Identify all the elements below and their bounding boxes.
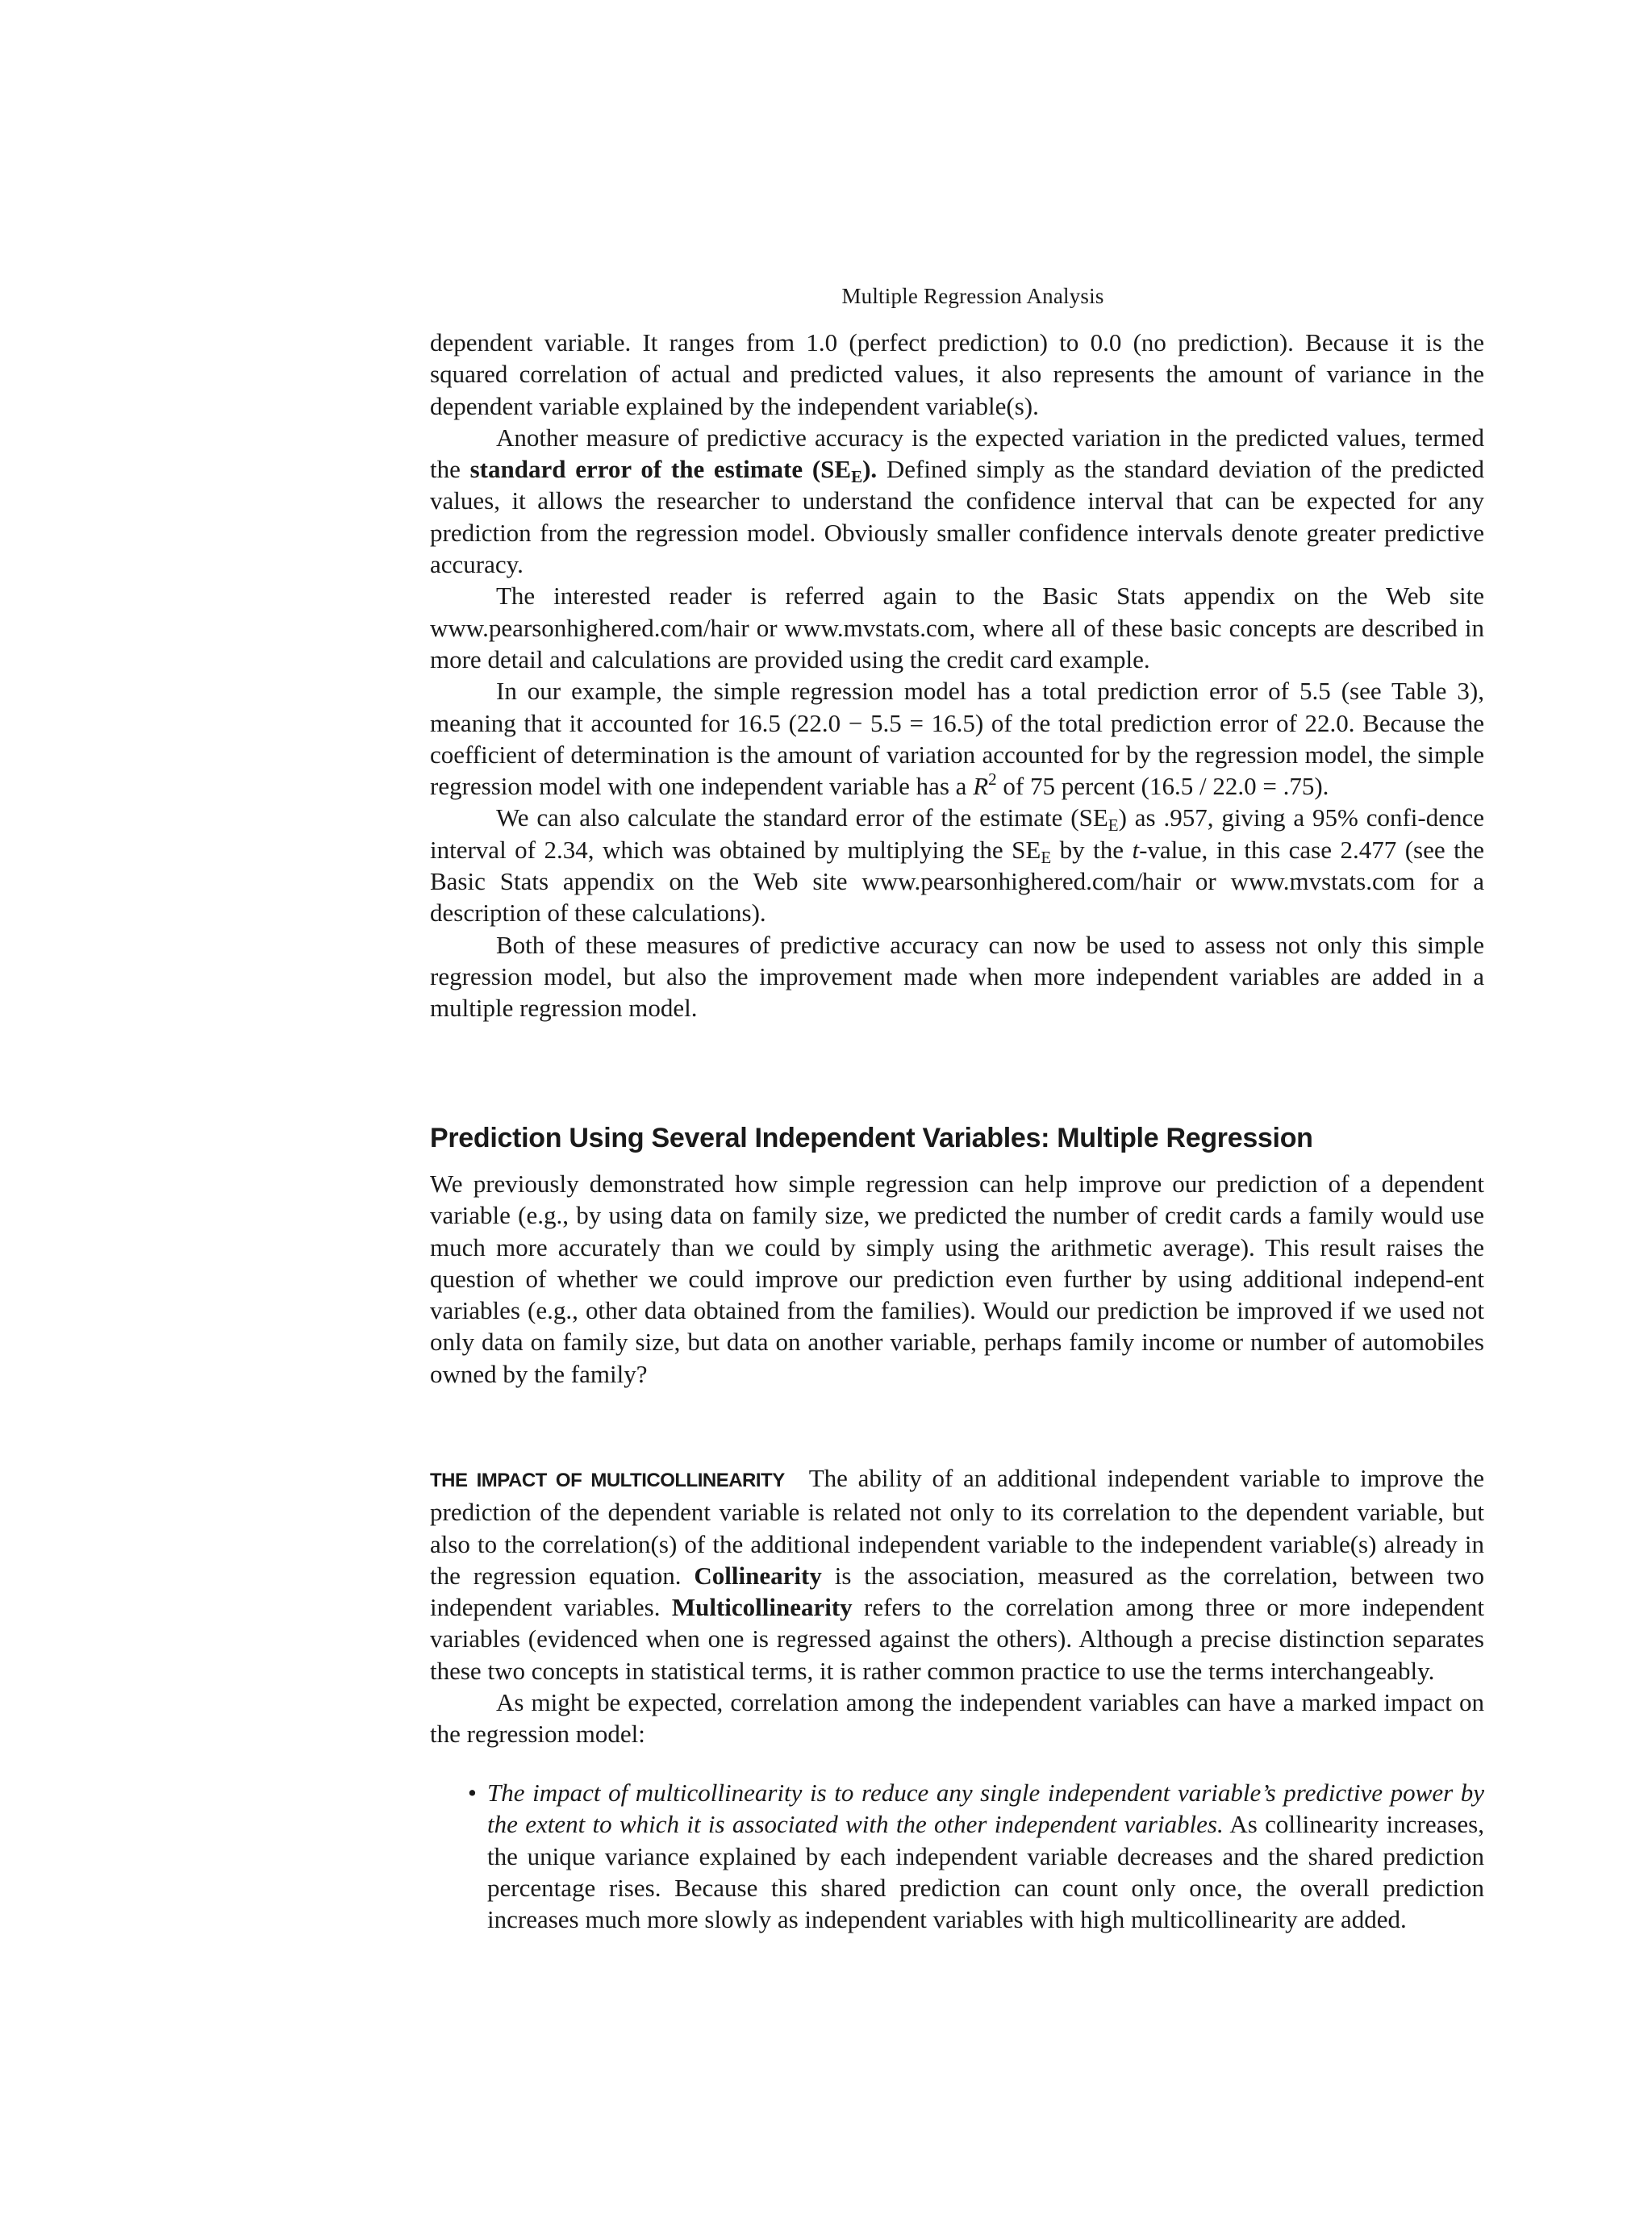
t-symbol: t	[1132, 835, 1140, 864]
text-run: We can also calculate the standard error of the estimate (SE	[496, 803, 1108, 832]
text-run: is the association, measured as the correlation, between two independent variables.	[430, 1561, 1484, 1622]
text-run: refers to the correlation among three or more independent variables (evidenced when one is regressed against the others). Although a precise distinction separates these two concepts in statistical terms, it is rather common practice to use the terms interchangeably.	[430, 1593, 1484, 1685]
subscript: E	[1041, 847, 1052, 867]
subsection-body	[430, 1462, 1484, 1750]
section-heading: Prediction Using Several Independent Variables: Multiple Regression	[430, 1123, 1313, 1153]
paragraph-both-measures: Both of these measures of predictive accuracy can now be used to assess not only this simple regression model, but also the improvement made when more independent variables are added in a multiple regression model.	[430, 930, 1484, 1023]
text-run: ) as .957, giving a 95% confi-dence interval of 2.34, which was obtained by multiplying the SE	[430, 803, 1484, 864]
text-run: In our example, the simple regression model has a total prediction error of 5.5 (see Table 3), meaning that it accounted for 16.5 (22.0 − 5.5 = 16.5) of the total prediction error of 22.0. Because the coefficient of determination is the amount of variation accounted for by the regression model, the simple regression model with one independent variable has a	[430, 677, 1484, 801]
term-text: standard error of the estimate (SE	[469, 455, 852, 484]
text-run: The ability of an additional independent variable to improve the prediction of the dependent variable is related not only to its correlation to the dependent variable, but also to the correlation(s) of the additional independent variable to the independent variable(s) already in the regression equation.	[430, 1464, 1484, 1590]
paragraph-web-reference: The interested reader is referred again to the Basic Stats appendix on the Web site www.pearsonhighered.com/hair or www.mvstats.com, where all of these basic concepts are described in more detail and calculations are provided using the credit card example.	[430, 582, 1484, 673]
term-close: ).	[862, 455, 878, 484]
list-item	[430, 1777, 1484, 1935]
bullet-list-container	[430, 1777, 1484, 1935]
runin-heading: THE IMPACT OF MULTICOLLINEARITY	[430, 1470, 785, 1491]
running-head: Multiple Regression Analysis	[841, 284, 1104, 308]
term-collinearity: Collinearity	[694, 1561, 822, 1590]
paragraph-standard-error	[430, 422, 1484, 580]
section-body	[430, 1168, 1484, 1390]
r-squared-symbol: R	[973, 772, 989, 801]
bullet-italic-lead: The impact of multicollinearity is to reduce any single independent variable’s predictive power by the extent to which it is associated with the other independent variables.	[487, 1778, 1484, 1839]
subscript: E	[1108, 815, 1119, 836]
bullet-icon: •	[468, 1778, 477, 1807]
paragraph-multicollinearity	[430, 1462, 1484, 1687]
bullet-list	[430, 1777, 1484, 1935]
body-text-top	[430, 327, 1484, 1024]
paragraph-continued: dependent variable. It ranges from 1.0 (perfect prediction) to 0.0 (no prediction). Because it is the squared correlation of actual and predicted values, it also represents the amount of variance in the dependent variable explained by the independent variable(s).	[430, 328, 1484, 420]
text-run: Another measure of predictive accuracy is the expected variation in the predicted values, termed the	[430, 423, 1484, 484]
bullet-text: As collinearity increases, the unique variance explained by each independent variable decreases and the shared prediction percentage rises. Because this shared prediction can count only once, the overall prediction increases much more slowly as independent variables with high multicollinearity are added.	[487, 1810, 1484, 1934]
term-multicollinearity: Multicollinearity	[671, 1593, 853, 1622]
term-standard-error	[469, 455, 878, 487]
paragraph-standard-error-calc	[430, 802, 1484, 928]
text-run: of 75 percent (16.5 / 22.0 = .75).	[996, 772, 1329, 801]
superscript: 2	[988, 769, 997, 790]
paragraph-section-intro: We previously demonstrated how simple regression can help improve our prediction of a dependent variable (e.g., by using data on family size, we predicted the number of credit cards a family would use much more accurately than we could by simply using the arithmetic average). This result raises the question of whether we could improve our prediction even further by using additional independ-ent variables (e.g., other data obtained from the families). Would our prediction be improved if we used not only data on family size, but data on another variable, perhaps family income or number of automobiles owned by the family?	[430, 1170, 1484, 1388]
paragraph-expected-impact: As might be expected, correlation among the independent variables can have a marked impact on the regression model:	[430, 1688, 1484, 1749]
text-run: Defined simply as the standard deviation of the predicted values, it allows the researcher to understand the confidence interval that can be expected for any prediction from the regression model. Obviously smaller confidence intervals denote greater predictive accuracy.	[430, 455, 1484, 579]
text-run: by the	[1051, 835, 1133, 864]
paragraph-example	[430, 675, 1484, 802]
text-run: -value, in this case 2.477 (see the Basic Stats appendix on the Web site www.pearsonhighered.com/hair or www.mvstats.com for a description of these calculations).	[430, 835, 1484, 928]
subscript: E	[851, 467, 863, 487]
